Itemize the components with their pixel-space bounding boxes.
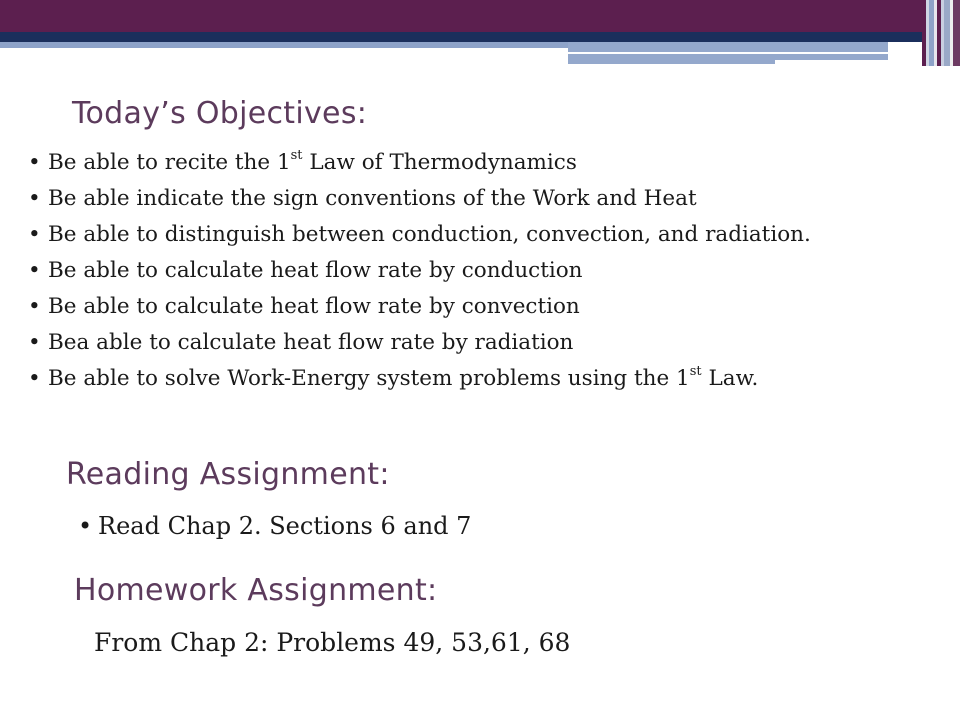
header-stripes [922,0,960,66]
objective-item: • Be able to calculate heat flow rate by convection [28,292,928,322]
header-band-white-notch [775,60,888,66]
objective-item: • Be able indicate the sign conventions of the Work and Heat [28,184,928,214]
header-band-white-line [568,52,888,54]
objective-item: • Be able to recite the 1st Law of Thermodynamics [28,148,928,178]
header-band-light-blue [0,42,568,48]
reading-item: • Read Chap 2. Sections 6 and 7 [78,512,471,540]
header-band-plum [0,0,922,32]
objective-item: • Bea able to calculate heat flow rate by radiation [28,328,928,358]
reading-heading: Reading Assignment: [66,457,390,492]
homework-heading: Homework Assignment: [74,573,438,608]
objective-item: • Be able to distinguish between conduction, convection, and radiation. [28,220,928,250]
objectives-heading: Today’s Objectives: [72,96,368,131]
objective-item: • Be able to calculate heat flow rate by conduction [28,256,928,286]
header-band-navy [0,32,922,42]
objective-item: • Be able to solve Work-Energy system problems using the 1st Law. [28,364,928,394]
reading-list [78,512,471,540]
homework-text: From Chap 2: Problems 49, 53,61, 68 [94,628,571,657]
objectives-list [28,148,928,400]
